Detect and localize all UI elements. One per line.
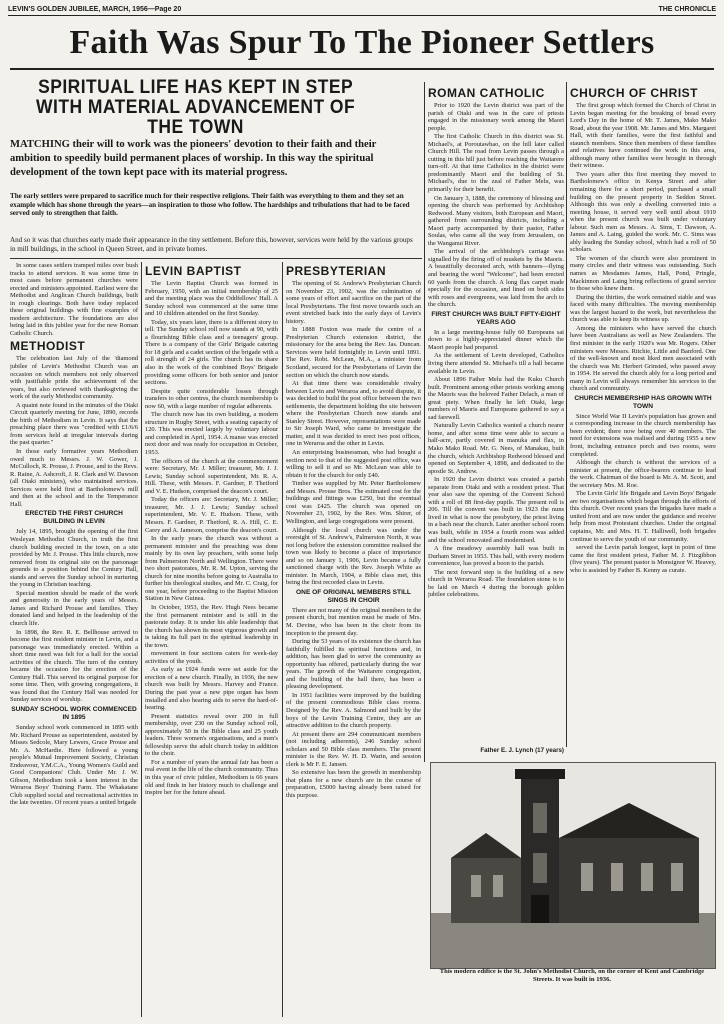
col4-p5: In a large meeting-house fully 60 Europeans sat down to a highly-appreciated dinner which the Maori people had prepared. xyxy=(428,328,564,351)
col1-p6: In 1898, the Rev. R. E. Bellhouse arrived to become the first resident minister in Levin, and a parsonage was immediately erected. Within a short time need was felt for a hall for the social activities of the church. The turn of the century became the occasion for the erection of the Century Hall. This served its original purpose for some time. Then, with growing congregations, it was found that the Century Hall was needed for Sunday services of worship. xyxy=(10,628,138,704)
col5-p9: served the Levin parish longest, kept in point of time came the first resident priest, Father M. J. Fitzgibbon (five years). The present pastor is Monsignor W. Heavey, who is assisted by Father B. Kenny as curate. xyxy=(570,544,716,574)
col3-p5: Timber was supplied by Mr. Peter Bartholomew and Messrs. Prouse Bros. The estimated cost for the buildings and fittings was £250, but the eventual cost was £425. The church was opened on November 23, 1902, by the Rev. Wm. Shirer, of Wellington, and large congregations were present. xyxy=(286,480,421,525)
col4-p2: The first Catholic Church in this district was St. Michael's, at Poroutawhao, on the hill later called Church Hill. The road from Levin passes through a cutting in this hill just before reaching the Waitarere turn-off. At that time Catholics in the district were predominantly Maori and the building of St. Michael's, due to the zeal of Father Melu, was primarily for their benefit. xyxy=(428,133,564,194)
col1-subhead-2: SUNDAY SCHOOL WORK COMMENCED IN 1895 xyxy=(11,705,137,721)
col4-p1: Prior to 1920 the Levin district was part of the parish of Otaki and was in the care of priests engaged in the missionary work among the Maori people. xyxy=(428,102,564,132)
header-left: LEVIN'S GOLDEN JUBILEE, MARCH, 1956—Page 20 xyxy=(8,5,182,13)
col4-subhead-1: FIRST CHURCH WAS BUILT FIFTY-EIGHT YEARS AGO xyxy=(431,310,561,326)
page-header xyxy=(8,3,716,16)
col2-p5: The officers of the church at the commencement were: Secretary, Mr. J. Miller; treasurer, Mr. J. J. Lewis; Sunday school superintendent, Mr. R. A. Hill. These, with Messrs. F. Gardner, P. Thetford and V. E. Hudson, comprised the deacon's court. xyxy=(145,457,278,495)
col1-subhead-1: ERECTED THE FIRST CHURCH BUILDING IN LEVIN xyxy=(25,510,123,526)
col2-p7: In the early years the church was without a permanent minister and the preaching was done mainly by its own lay preachers, with some help from Palmerston North and Wellington. There were two short pastorates, Mr. R. M. Upton, serving the church for nine months before going to Australia to further his theological studies, and Mr. C. Craig, for one year, before proceeding to the Baptist Mission Station in New Guinea. xyxy=(145,535,278,603)
col4-p3: On January 3, 1888, the ceremony of blessing and opening the church was performed by Archbishop Redwood. Many visitors, both European and Maori, gathered from surrounding districts, including a Maori party accompanied by their pastor, Father Soulas, who came all the way from Jerusalem, on the Wanganui River. xyxy=(428,194,564,247)
col3-p6: Although the local church was under the oversight of St. Andrew's, Palmerston North, it was not long before the extension committee realised the town was likely to become a place of importance and so on January 1, 1906, Levin became a fully sanctioned charge with the Rev. Joseph White as minister. In March, 1904, a Bible class met, this being the first recorded class in Levin. xyxy=(286,526,421,587)
col1-p3: In those early formative years Methodism owed much to Messrs. J. W. Gower, J. McCulloch, R. Prouse, J. Prouse, and to the Revs. R. Raine, A. Ashcroft, J. R. Clark and W. Dawson (all Otaki ministers), who maintained services. Services were held first at Bartholomew's mill and then at the school and in the Temperance Hall. xyxy=(10,448,138,508)
col5-p3: The women of the church were also prominent in many circles and their witness was outstanding. Such names as Mesdames James, Hall, Pond, Pringle, Mackinnon and Laing bring reflections of grand service to those who knew them. xyxy=(570,254,716,293)
col5-subhead-1: CHURCH MEMBERSHIP HAS GROWN WITH TOWN xyxy=(574,394,712,410)
column-rule xyxy=(141,262,142,1017)
col2-p10: As early as 1924 funds were set aside for the erection of a new church. Finally, in 1936, the new church was built by Messrs. Harvey and France. During the past year a new pipe organ has been installed and also hearing aids to serve the hard-of-hearing. xyxy=(145,666,278,712)
col3-p7: There are not many of the original members in the present church, but mention must be made of Mrs. M. Devine, who has been in the choir from its inception to the present day. xyxy=(286,606,421,637)
church-building-illustration xyxy=(431,763,715,968)
col2-p3: Despite quite considerable losses through transfers to other centres, the church membership is now 60, with a large number of regular adherents. xyxy=(145,387,278,410)
column-rule xyxy=(566,82,567,747)
photo-caption: This modern edifice is the St. John's Methodist Church, on the corner of Kent and Cambridge Streets. It was built in 1936. xyxy=(439,968,705,983)
section-heading-roman-catholic: ROMAN CATHOLIC xyxy=(428,86,545,100)
column-presbyterian xyxy=(286,262,421,1017)
section-heading-presbyterian: PRESBYTERIAN xyxy=(286,264,387,278)
section-rule xyxy=(10,258,422,259)
col4-p10: A fine meadowy assembly hall was built in Durham Street in 1953. This hall, with every modern convenience, has proved a boon to the parish. xyxy=(428,545,564,568)
col1-intro: In some cases settlers tramped miles over bush tracks to attend services. It was some time in most cases before permanent churches were erected and ministers appointed. Earliest were the Methodist and Anglican Church buildings, built in rough clearings. Both have today replaced these original buildings with fine examples of modern architecture. The foundations are also being laid in this jubilee year for the new Roman Catholic Church. xyxy=(10,262,138,337)
col3-p11: So extensive has been the growth in membership that plans for a new church are in the course of preparation, £5000 having already been raised for this purpose. xyxy=(286,769,421,799)
col4-p11: The next forward step is the building of a new church in Weraroa Road. The foundation stone is to be laid on March 4 during the borough golden jubilee celebrations. xyxy=(428,568,564,599)
header-right: THE CHRONICLE xyxy=(658,5,716,13)
col5-p6: Since World War II Levin's population has grown and a corresponding increase in the church membership has been evident; there now being over 40 members. The need for extensions was realised and during 1955 a new front, including entrance porch and two rooms, were completed. xyxy=(570,412,716,458)
col1-p5: Special mention should be made of the work and generosity in the early years of Messrs. James and Richard Prouse and families. They donated land and helped in the leadership of the church life. xyxy=(10,589,138,627)
col1-p4: July 14, 1895, brought the opening of the first Wesleyan Methodist Church, in truth the first church building erected in the town, on a site provided by Mr. J. Prouse. This little church, now removed from its original site on the parsonage grounds to a position behind the Century Hall, stands and serves the Sunday school in nurturing the young in Christian teaching. xyxy=(10,528,138,589)
col4-signature: Father E. J. Lynch (17 years) xyxy=(480,747,564,754)
col5-p4: During the thirties, the work remained stable and was faced with many difficulties. The moving membership was the largest hazard to the work, but nevertheless the church was able to keep its witness up. xyxy=(570,293,716,324)
col3-p1: The opening of St. Andrew's Presbyterian Church on November 23, 1902, was the culmination of some years of effort and sacrifice on the part of the local Presbyterians. The first move towards such an event stretched back into the early days of Levin's history. xyxy=(286,280,421,325)
column-roman-catholic xyxy=(428,84,564,744)
col2-p8: In October, 1953, the Rev. Hugh Nees became the first permanent minister and is still in the pastorate today. It is under his able leadership that the church has shown its most vigorous growth and is taking its full part in the spiritual leadership in the town. xyxy=(145,603,278,649)
col5-p5: Among the ministers who have served the church have been Australians as well as New Zealanders. The first minister in the early 1920's was Mr. Rogers. Other ministers were Messrs. Ritchie, Little and Banford. One of the well-known and most liked men associated with the church was Mr. Herbert Grinsted, who passed away in 1954. He served the church ably for a long period and many in Levin will always remember his services to the church and community. xyxy=(570,324,716,393)
col4-p4: The arrival of the archbishop's carriage was signalled by the firing off of muskets by the Maoris. A beautifully decorated arch, with banners—flying and bearing the word "Welcome", had been erected 60 yards from the church. A long flax carpet made specially for the occasion, and lined on both sides with roses and evergreens, was laid from the arch to the church. xyxy=(428,248,564,309)
column-methodist xyxy=(10,262,138,1017)
col3-p9: In 1951 facilities were improved by the building of the present commodious Bible class rooms. Designed by the Rev. A. Salmond and built by the boys of the Levin Training Centre, they are an attractive addition to the church property. xyxy=(286,691,421,730)
column-rule xyxy=(282,262,283,1017)
section-heading-methodist: METHODIST xyxy=(10,339,86,354)
col3-p3: At that time there was considerable rivalry between Levin and Weraroa and, to avoid dispute, it was decided to build the post office between the two settlements, the department holding the site between where the Presbyterian Church now stands and Stanley Street. However, representations were made to Sir Joseph Ward, who came to investigate the matter, and it was decided to erect two post offices, one in Weraroa and the other in Levin. xyxy=(286,380,421,448)
col1-p2: A quaint note found in the minutes of the Otaki Circuit quarterly meeting for June, 1890, records the birth of Methodism in Levin. It says that the preaching place there was "credited with £1/6/6 from services held at irregular intervals during the past quarter." xyxy=(10,401,138,447)
col1-p1: The celebration last July of the 'diamond jubilee of Levin's Methodist Church was an occasion on which members not only observed with justifiable pride the achievement of the years, but also reviewed with thanksgiving the work of the early Methodist community. xyxy=(10,355,138,401)
col3-p8: During the 53 years of its existence the church has faithfully fulfilled its spiritual functions and, in addition, has been glad to serve the community as opportunity has offered, particularly during the war years. The growth of the Waitarere congregation, and the building of the hall there, has been a pleasing development. xyxy=(286,638,421,691)
church-photo xyxy=(430,762,716,969)
lede-intro-paragraph: And so it was that churches early made their appearance in the tiny settlement. Before this, however, services were held by the various groups in mill buildings, in the school in Queen Street, and in private homes. xyxy=(10,236,413,253)
col5-p1: The first group which formed the Church of Christ in Levin began meeting for the breaking of bread every Lord's Day in the home of Mr. T. James, Mako Mako Road, about the year 1908. Mr. James and Mrs. Margaret Hall, with their families, were the first faithful and staunch members. Since then members of these families and relatives have continued the work in this area, although many other families were brought in through their witness. xyxy=(570,102,716,170)
col2-p11: Present statistics reveal over 200 in full membership, over 230 on the Sunday school roll, approximately 50 in the Bible class and 25 youth leaders. Three women's organisations, and a men's fellowship serve the adult church today in addition to the choir. xyxy=(145,712,278,758)
col3-p2: In 1888 Foxton was made the centre of a Presbyterian Church extension district, the missionary for the area being the Rev. Jas. Duncan. Services were held fortnightly in Levin until 1891. The Rev. Robt. McLean, M.A., a minister from Scotland, secured for the Presbyterians of Levin the section on which the church now stands. xyxy=(286,326,421,379)
col2-p9: movement in four sections caters for week-day activities of the youth. xyxy=(145,650,278,665)
col4-p8: Naturally Levin Catholics wanted a church nearer home, and after some time were able to secure a half-acre, partly covered in manuka and flax, in Mako Mako Road. Mr. G. Nees, of Manakau, built the church, which Archbishop Redwood blessed and opened on September 4, 1898, and dedicated to the apostle St. Andrew. xyxy=(428,422,564,475)
section-heading-baptist: LEVIN BAPTIST xyxy=(145,264,242,278)
sub-headline: SPIRITUAL LIFE HAS KEPT IN STEP WITH MATERIAL ADVANCEMENT OF THE TOWN xyxy=(36,77,356,138)
col5-p7: Although the church is without the services of a minister at present, the office-bearers continue to lead the work. Chairman of the board is Mr. A. M. Scott, and the secretary Mrs. M. Roe. xyxy=(570,459,716,489)
column-rule xyxy=(424,82,425,762)
col3-subhead-1: ONE OF ORIGINAL MEMBERS STILL SINGS IN CHOIR xyxy=(296,588,411,604)
section-heading-church-of-christ: CHURCH OF CHRIST xyxy=(570,86,698,100)
column-church-of-christ xyxy=(570,84,716,752)
col2-p4: The church now has its own building, a modern structure in Rugby Street, with a seating capacity of 120. This was erected largely by voluntary labour and completed in April, 1954. A manse was erected next door and was ready for occupation in October, 1953. xyxy=(145,411,278,457)
col3-p10: At present there are 294 communicant members (not including adherents), 246 Sunday school scholars and 50 Bible class members. The present minister is the Rev. W. H. D. Warin, and session clerk is Mr F. E. Jansen. xyxy=(286,730,421,768)
lede-bold-paragraph: The early settlers were prepared to sacrifice much for their respective religions. Their faith was everything to them and they set an example which has shone through the years—an inspiration to those who follow. The hardships and tribulations that had to be faced served only to strengthen that faith. xyxy=(10,192,410,218)
main-headline: Faith Was Spur To The Pioneer Settlers xyxy=(10,18,714,70)
col3-p4: An enterprising businessman, who had bought a section next to that of the suggested post office, was willing to sell it and so Mr. McLean was able to obtain it for the church for only £40. xyxy=(286,449,421,479)
col4-p6: As the settlement of Levin developed, Catholics living there attended St. Michael's till a hall became available in Levin. xyxy=(428,352,564,375)
col5-p2: Two years after this first meeting they moved to Bartholomew's office in Kenya Street and after remaining there for a short period, purchased a small building on the present property in Seddon Street. Although this was only a dwelling converted into a meeting house, it served very well until about 1919 when the present church was built under voluntary labour. Such men as Messrs. A. Sims, T. Dawson, A. James and A. Laing, guided the work. Mr. C. Sims was ably leading the Sunday school, which had a roll of 50 scholars. xyxy=(570,170,716,254)
col5-p8: The Levin Girls' life Brigade and Levin Boys' Brigade are two organisations which began through the efforts of this church. Over recent years the brigades have made a united front and are now under the guidance and receive help from most Protestant churches. Under the original captains, Mr. and Mrs. H. T. Halliwell, both brigades continue to serve the youth of our community. xyxy=(570,490,716,543)
col2-p2: Today, six years later, there is a different story to tell. The Sunday school roll now stands at 90, with a flourishing Bible class and a teenagers' group. There is a company of the Girls' Brigade catering for 18 girls and a cadet section of the brigade with a roll strength of 24 girls. The church has its share also in the work of the combined Boys' Brigade providing some officers for both senior and junior sections. xyxy=(145,318,278,387)
col2-p6: Today the officers are: Secretary, Mr. J. Miller; treasurer, Mr. J. J. Lewis; Sunday school superintendent, Mr. V. E. Hudson. These, with Messrs. F. Gardner, P. Thetford, R. A. Hill, C. E. Carey and A. Jameson, comprise the deacon's court. xyxy=(145,496,278,534)
col1-p7: Sunday school work commenced in 1895 with Mr. Richard Prouse as superintendent, assisted by Misses Sedcole, Mary Lewers, Grace Prouse and Mr. A. McHardie. Here followed a young people's Mutual Improvement Society, Christian Endeavour, Y.M.C.A., Young Women's Guild and Good Companions' Club. Under Mr. J. W. Gibson, Methodism took a keen interest in the Weraroa Boys' Training Farm. The Whakatane Club supplied social and recreational activities in the late twenties. Of recent years a united brigade xyxy=(10,723,138,807)
column-baptist xyxy=(145,262,278,1017)
col4-p9: In 1920 the Levin district was created a parish separate from Otaki and with a resident priest. That year also saw the opening of the Convent School with a roll of 88 first-day pupils. The present roll is 206. Till the convent was built in 1923 the nuns lived in what is now the presbytery, the priest living in a bach near the church. Later another school room was built, while in 1954 a fourth room was added and the school renovated and modernised. xyxy=(428,476,564,544)
col2-p1: The Levin Baptist Church was formed in February, 1950, with an initial membership of 25 and the meeting place was the Oddfellows' Hall. A Sunday school was commenced at the same time and 10 children attended on the first Sunday. xyxy=(145,280,278,318)
col2-p12: For a number of years the annual fair has been a real event in the life of the church community. Thus in this year of civic jubilee, Methodism is 66 years old and finds in her history much to challenge and inspire her for the future ahead. xyxy=(145,758,278,797)
col4-p7: About 1896 Father Melu had the Kuku Church built. Prominent among other priests working among the Maoris was the beloved Father Delach, a man of great piety. When finally he left Otaki, large numbers of Maoris and Europeans gathered to say a sad farewell. xyxy=(428,376,564,421)
lede-paragraph: MATCHING their will to work was the pioneers' devotion to their faith and their ambition to speedily build permanent places of worship. In this way the spiritual development of the town kept pace with its material progress. xyxy=(10,139,377,178)
